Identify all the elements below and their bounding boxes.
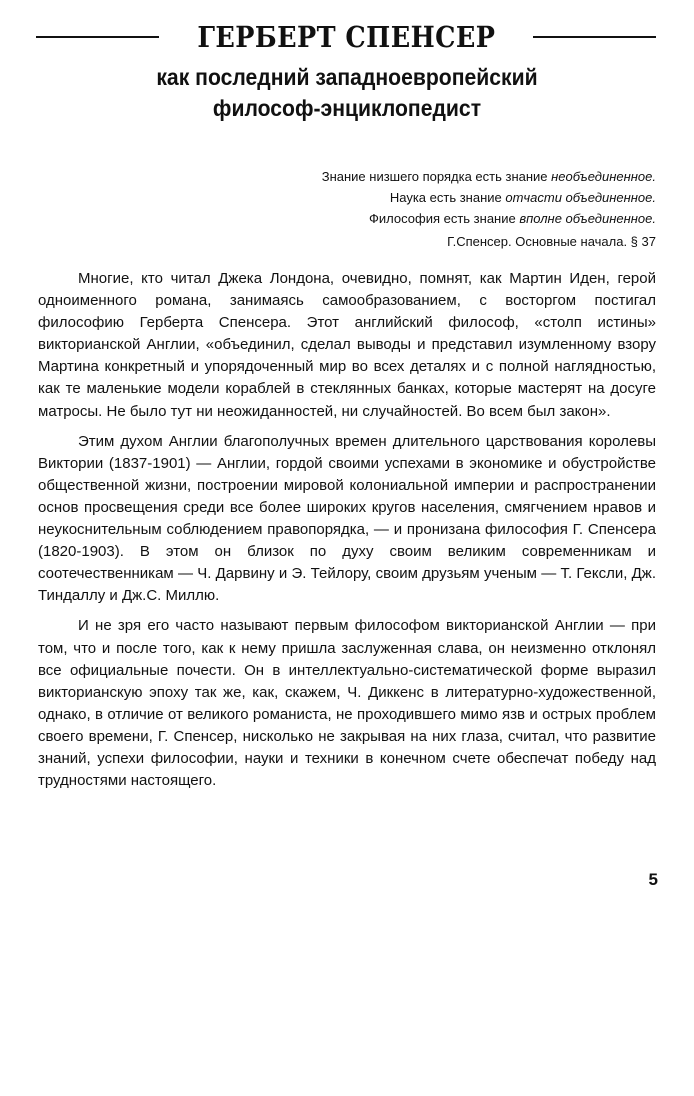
subtitle-line-1: как последний западноевропейский <box>156 64 538 90</box>
epigraph-citation: Г.Спенсер. Основные начала. § 37 <box>447 234 656 249</box>
title-rule-right <box>533 36 656 38</box>
paragraph-1: Многие, кто читал Джека Лондона, очевидно, помнят, как Мартин Иден, герой одноименного романа, занимаясь самообразованием, с восторгом постигал философию Герберта Спенсера. Этот английский философ, «столп истины» викторианской Англии, «объединил, сделал выводы и представил изумленному взору Мартина конкретный и упорядоченный мир во всех деталях и с полной наглядностью, как те маленькие модели кораблей в стеклянных банках, которые мастерят на досуге матросы. Не было тут ни неожиданностей, ни случайностей. Во всем был закон». <box>38 270 656 420</box>
epigraph-line-1 <box>136 166 656 187</box>
epigraph-line-1-emphasis: необъединенное. <box>551 169 656 184</box>
epigraph-line-2 <box>136 187 656 208</box>
epigraph-line-3-emphasis: вполне объединенное. <box>519 211 656 226</box>
epigraph <box>136 166 656 252</box>
title-rule-left <box>36 36 159 38</box>
subtitle-line-2: философ-энциклопедист <box>212 95 482 121</box>
chapter-title-row <box>36 20 656 54</box>
paragraph-3: И не зря его часто называют первым философом викторианской Англии — при том, что и после того, как к нему пришла заслуженная слава, он неизменно отклонял все официальные почести. Он в интеллектуально-систематической форме выразил викторианскую эпоху так же, как, скажем, Ч. Диккенс в литературно-художественной, однако, в отличие от великого романиста, не проходившего мимо язв и острых проблем своего времени, Г. Спенсер, нисколько не закрывая на них глаза, считал, что развитие знаний, успехи философии, науки и техники в конечном счете обеспечат победу над трудностями настоящего. <box>38 617 656 790</box>
body-text <box>38 268 656 800</box>
epigraph-line-2-text: Наука есть знание <box>389 190 506 205</box>
paragraph-2: Этим духом Англии благополучных времен длительного царствования королевы Виктории (1837-1901) — Англии, гордой своими успехами в экономике и обустройстве общественной жизни, построении мировой колониальной империи и распространении основ просвещения среди все более широких кругов населения, смягчением нравов и неукоснительным соблюдением правопорядка, — и пронизана философия Г. Спенсера (1820-1903). В этом он близок по духу своим великим современникам и соотечественникам — Ч. Дарвину и Э. Тейлору, своим друзьям ученым — Т. Гексли, Дж. Тиндаллу и Дж.С. Миллю. <box>38 432 656 605</box>
epigraph-line-2-emphasis: отчасти объединенное. <box>505 190 656 205</box>
epigraph-line-1-text: Знание низшего порядка есть знание <box>321 169 552 184</box>
epigraph-line-3 <box>136 208 656 229</box>
epigraph-line-3-text: Философия есть знание <box>369 211 520 226</box>
page-number: 5 <box>648 870 658 889</box>
chapter-subtitle <box>0 62 694 124</box>
chapter-title: ГЕРБЕРТ СПЕНСЕР <box>196 20 496 54</box>
